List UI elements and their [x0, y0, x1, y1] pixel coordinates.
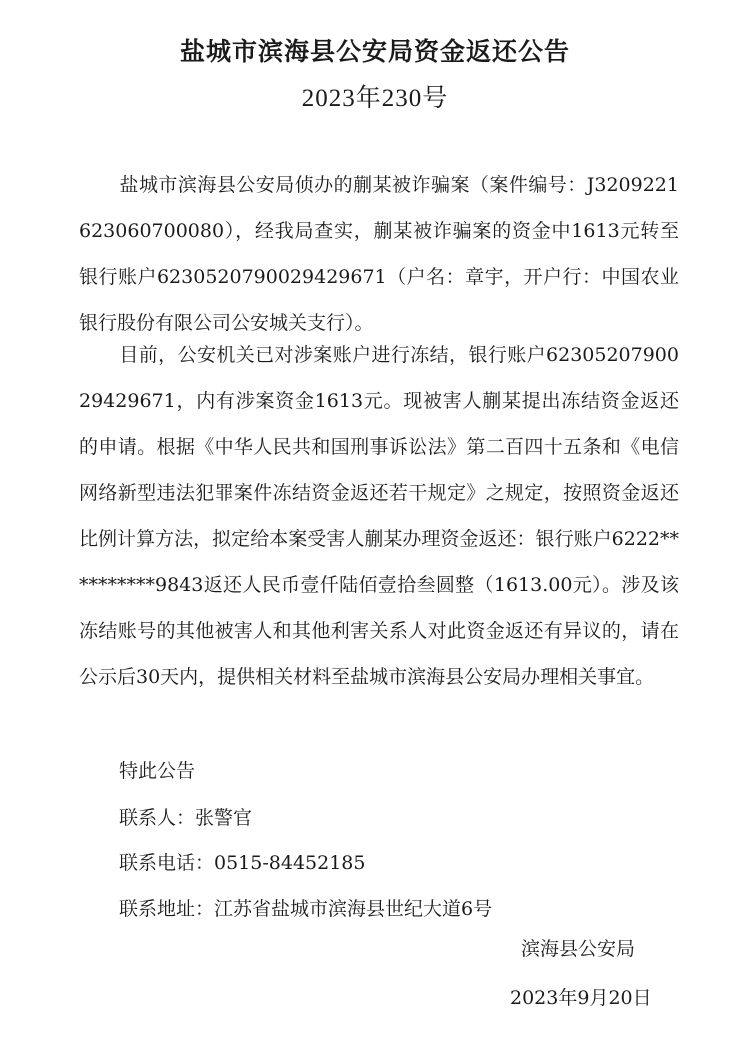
contact-phone: 联系电话：0515-84452185 — [119, 852, 366, 874]
paragraph-case-info-text: 盐城市滨海县公安局侦办的蒯某被诈骗案（案件编号：J3209221623060700080），经我局查实，蒯某被诈骗案的资金中1613元转至银行账户6230520790029429671（户名：章宇，开户行：中国农业银行股份有限公司公安城关支行）。 — [79, 174, 679, 334]
paragraph-refund-details-text: 目前，公安机关已对涉案账户进行冻结，银行账户6230520790029429671，内有涉案资金1613元。现被害人蒯某提出冻结资金返还的申请。根据《中华人民共和国刑事诉讼法》第二百四十五条和《电信网络新型违法犯罪案件冻结资金返还若干规定》之规定，按照资金返还比例计算方法，拟定给本案受害人蒯某办理资金返还：银行账户6222**********9843返还人民币壹仟陆佰壹拾叁圆整（1613.00元）。涉及该冻结账号的其他被害人和其他利害关系人对此资金返还有异议的，请在公示后30天内，提供相关材料至盐城市滨海县公安局办理相关事宜。 — [79, 344, 679, 688]
contact-address: 联系地址：江苏省盐城市滨海县世纪大道6号 — [119, 898, 493, 920]
signature-org: 滨海县公安局 — [521, 938, 636, 960]
document-title: 盐城市滨海县公安局资金返还公告 — [179, 37, 570, 66]
closing-phrase: 特此公告 — [119, 760, 196, 782]
paragraph-refund-details — [79, 332, 679, 700]
contact-person: 联系人：张警官 — [119, 807, 253, 829]
paragraph-case-info — [79, 162, 679, 346]
document-number: 2023年230号 — [301, 85, 449, 112]
signature-date: 2023年9月20日 — [510, 987, 652, 1009]
